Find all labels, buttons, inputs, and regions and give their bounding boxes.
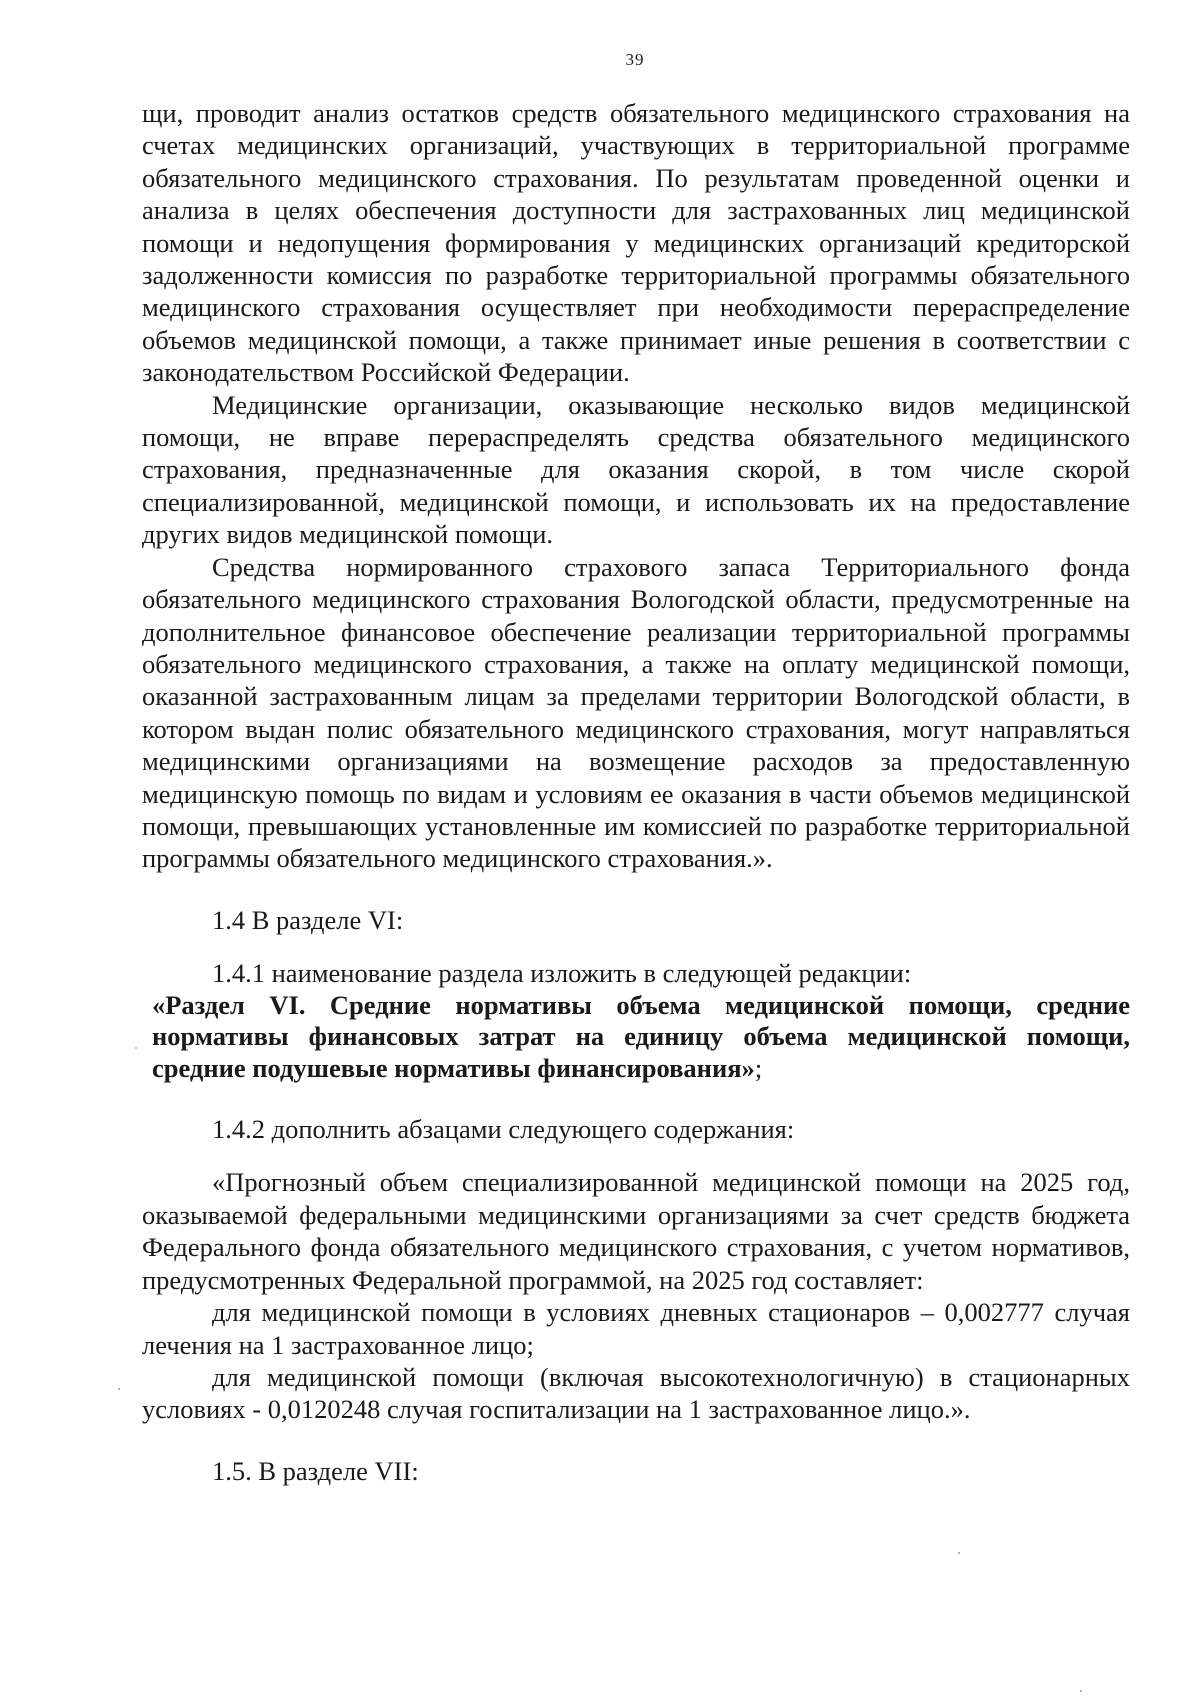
scan-speck (958, 1552, 960, 1554)
page-number: 39 (625, 50, 645, 69)
paragraph-day-hospital: для медицинской помощи в условиях дневных стационаров – 0,002777 случая лечения на 1 застрахованное лицо; (142, 1297, 1130, 1360)
paragraph-medical-organizations: Медицинские организации, оказывающие несколько видов медицинской помощи, не вправе перераспределять средства обязательного медицинского страхования, предназначенные для оказания скорой, в том числе скорой специализированной, медицинской помощи, и использовать их на предоставление других видов медицинской помощи. (142, 389, 1130, 550)
section-heading (142, 990, 1130, 1085)
document-body (142, 97, 1130, 1487)
item-1-4-2: 1.4.2 дополнить абзацами следующего содержания: (212, 1114, 795, 1145)
item-1-5: 1.5. В разделе VII: (212, 1455, 419, 1486)
paragraph-insurance-reserve: Средства нормированного страхового запаса Территориального фонда обязательного медицинского страхования Вологодской области, предусмотренные на дополнительное финансовое обеспечение реализации территориальной программы обязательного медицинского страхования, а также на оплату медицинской помощи, оказанной застрахованным лицам за пределами территории Вологодской области, в котором выдан полис обязательного медицинского страхования, могут направляться медицинскими организациями на возмещение расходов за предоставленную медицинскую помощь по видам и условиям ее оказания в части объемов медицинской помощи, превышающих установленные им комиссией по разработке территориальной программы обязательного медицинского страхования.». (142, 551, 1130, 874)
paragraph-forecast-volume: «Прогнозный объем специализированной медицинской помощи на 2025 год, оказываемой федеральными медицинскими организациями за счет средств бюджета Федерального фонда обязательного медицинского страхования, с учетом нормативов, предусмотренных Федеральной программой, на 2025 год составляет: (142, 1167, 1130, 1295)
paragraph-inpatient: для медицинской помощи (включая высокотехнологичную) в стационарных условиях - 0,0120248 случая госпитализации на 1 застрахованное лицо.». (142, 1361, 1130, 1425)
paragraph-continuation: щи, проводит анализ остатков средств обязательного медицинского страхования на счетах медицинских организаций, участвующих в территориальной программе обязательного медицинского страхования. По результатам проведенной оценки и анализа в целях обеспечения доступности для застрахованных лиц медицинской помощи и недопущения формирования у медицинских организаций кредиторской задолженности комиссия по разработке территориальной программы обязательного медицинского страхования осуществляет при необходимости перераспределение объемов медицинской помощи, а также принимает иные решения в соответствии с законодательством Российской Федерации. (142, 98, 1130, 388)
section-heading-tail: ; (754, 1052, 763, 1083)
item-1-4: 1.4 В разделе VI: (212, 904, 404, 935)
scan-speck (118, 1388, 120, 1390)
section-heading-title: «Раздел VI. Средние нормативы объема медицинской помощи, средние нормативы финансовых затрат на единицу объема медицинской помощи, средние подушевые нормативы финансирования» (152, 989, 1130, 1083)
scan-speck (135, 1047, 137, 1049)
item-1-4-1: 1.4.1 наименование раздела изложить в следующей редакции: (212, 958, 912, 989)
scan-speck (1080, 1690, 1082, 1692)
